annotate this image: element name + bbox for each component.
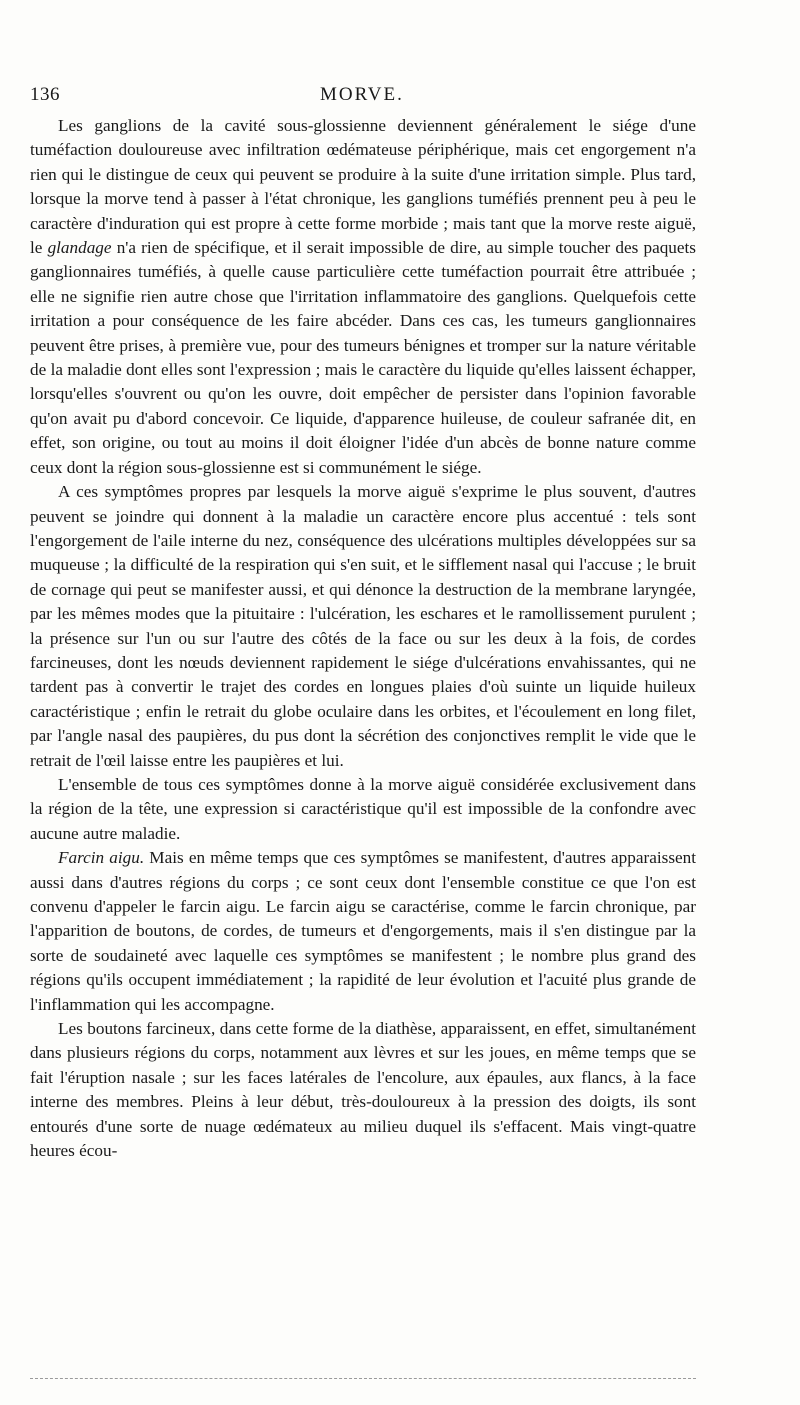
page-number: 136	[30, 84, 60, 105]
paragraph	[30, 846, 696, 1017]
paragraph	[30, 773, 696, 846]
section-lead: Farcin aigu.	[58, 848, 145, 868]
paragraph	[30, 480, 696, 773]
paragraph-text: Les ganglions de la cavité sous-glossienne deviennent généralement le siége d'une tuméfaction douloureuse avec infiltration œdémateuse périphérique, mais cet engorgement n'a rien qui le distingue de ceux qui peuvent se produire à la suite d'une irritation simple. Plus tard, lorsque la morve tend à passer à l'état chronique, les ganglions tuméfiés prennent peu à peu le caractère d'induration qui est propre à cette forme morbide ; mais tant que la morve reste aiguë, le	[30, 116, 696, 258]
paragraph-text: n'a rien de spécifique, et il serait impossible de dire, au simple toucher des paquets ganglionnaires tuméfiés, à quelle cause particulière cette tuméfaction pourrait être attribuée ; elle ne signifie rien autre chose que l'irritation inflammatoire des ganglions. Quelquefois cette irritation a pour conséquence de les faire abcéder. Dans ces cas, les tumeurs ganglionnaires peuvent être prises, à première vue, pour des tumeurs bénignes et tromper sur la nature véritable de la maladie dont elles sont l'expression ; mais le caractère du liquide qu'elles laissent échapper, lorsqu'elles s'ouvrent ou qu'on les ouvre, doit empêcher de persister dans l'opinion favorable qu'on avait pu d'abord concevoir. Ce liquide, d'apparence huileuse, de couleur safranée dit, en effet, son origine, ou tout au moins il doit éloigner l'idée d'un abcès de bonne nature comme ceux dont la région sous-glossienne est si communément le siége.	[30, 238, 696, 477]
paragraph-text: Les boutons farcineux, dans cette forme de la diathèse, apparaissent, en effet, simultanément dans plusieurs régions du corps, notamment aux lèvres et sur les joues, en même temps que se fait l'éruption nasale ; sur les faces latérales de l'encolure, aux épaules, aux flancs, à la face interne des membres. Pleins à leur début, très-douloureux à la pression des doigts, ils sont entourés d'une sorte de nuage œdémateux au milieu duquel ils s'effacent. Mais vingt-quatre heures écou-	[30, 1019, 696, 1161]
running-title: MORVE.	[320, 84, 404, 105]
italic-term: glandage	[47, 238, 112, 258]
paragraph	[30, 114, 696, 480]
paragraph-text: Mais en même temps que ces symptômes se manifestent, d'autres apparaissent aussi dans d'autres régions du corps ; ce sont ceux dont l'ensemble constitue ce que l'on est convenu d'appeler le farcin aigu. Le farcin aigu se caractérise, comme le farcin chronique, par l'apparition de boutons, de cordes, de tumeurs et d'engorgements, mais il s'en distingue par la sorte de soudaineté avec laquelle ces symptômes se manifestent ; le nombre plus grand des régions qu'ils occupent immédiatement ; la rapidité de leur évolution et l'acuité plus grande de l'inflammation qui les accompagne.	[30, 848, 696, 1014]
paragraph-text: L'ensemble de tous ces symptômes donne à la morve aiguë considérée exclusivement dans la région de la tête, une expression si caractéristique qu'il est impossible de la confondre avec aucune autre maladie.	[30, 774, 696, 843]
body-text	[30, 114, 696, 1163]
paragraph	[30, 1017, 696, 1163]
bottom-dashed-rule	[30, 1378, 696, 1379]
running-head	[30, 84, 696, 110]
paragraph-text: A ces symptômes propres par lesquels la morve aiguë s'exprime le plus souvent, d'autres peuvent se joindre qui donnent à la maladie un caractère encore plus accentué : tels sont l'engorgement de l'aile interne du nez, conséquence des ulcérations multiples développées sur sa muqueuse ; la difficulté de la respiration qui s'en suit, et le sifflement nasal qui l'accuse ; le bruit de cornage qui peut se manifester aussi, et qui dénonce la destruction de la membrane laryngée, par les mêmes modes que la pituitaire : l'ulcération, les eschares et le ramollissement purulent ; la présence sur l'un ou sur l'autre des côtés de la face ou sur les deux à la fois, de cordes farcineuses, dont les nœuds deviennent rapidement le siége d'ulcérations envahissantes, qui ne tardent pas à convertir le trajet des cordes en longues plaies d'où suinte un liquide huileux caractéristique ; enfin le retrait du globe oculaire dans les orbites, et l'écoulement en long filet, par l'angle nasal des paupières, du pus dont la sécrétion des conjonctives remplit le vide que le retrait de l'œil laisse entre les paupières et lui.	[30, 482, 696, 770]
book-page	[30, 84, 696, 1163]
